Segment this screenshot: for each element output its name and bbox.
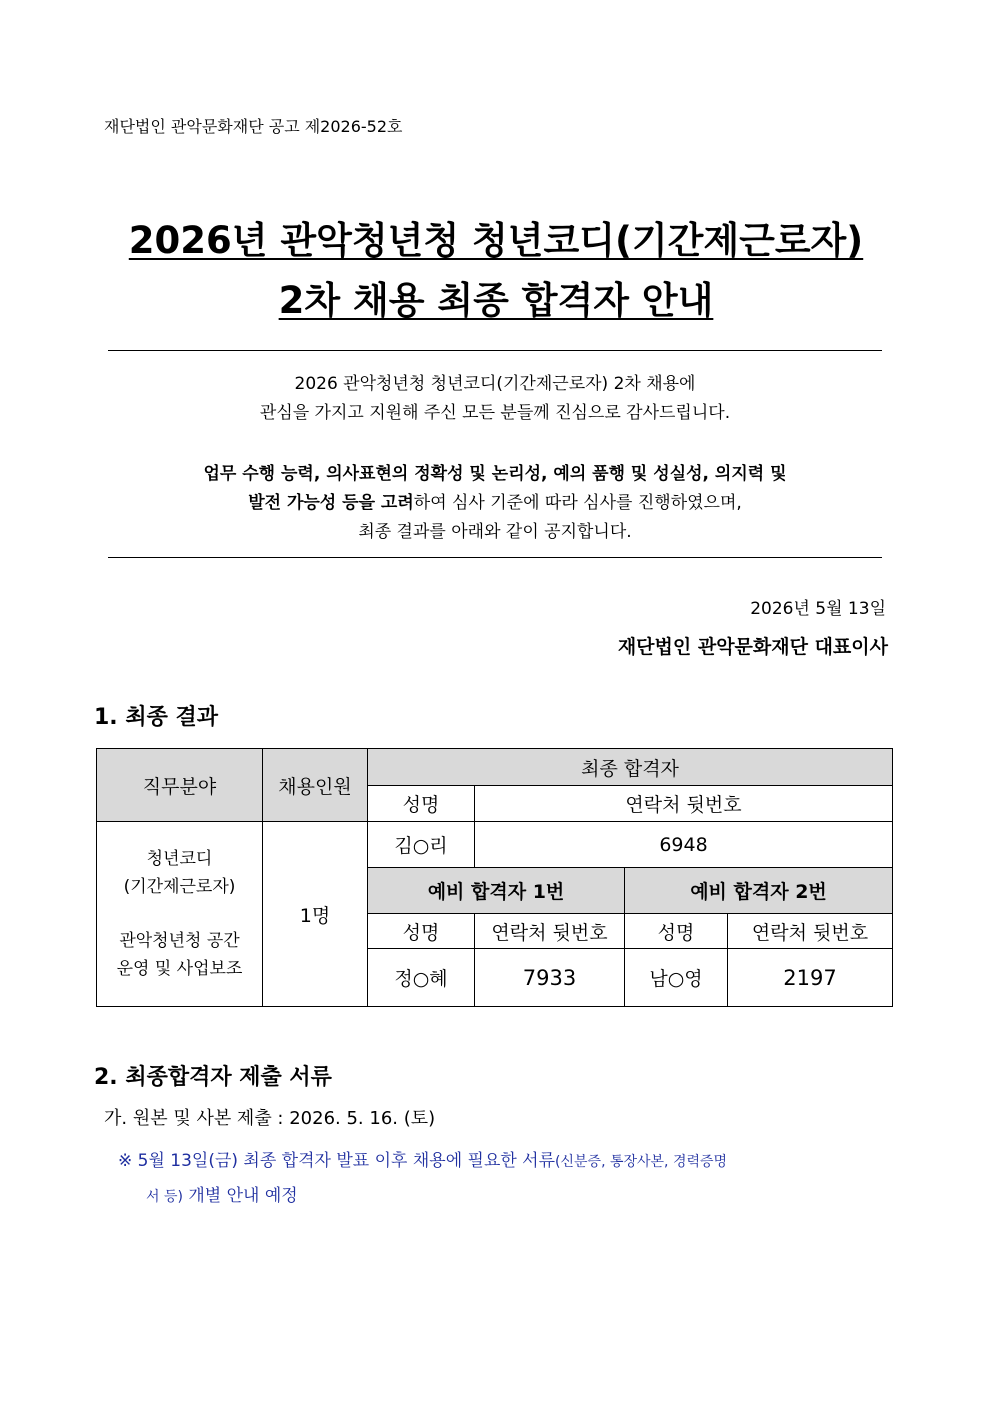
reserve2-contact: 2197 — [728, 949, 893, 1007]
finalist-name: 김○리 — [368, 822, 475, 868]
reserve1-name-label: 성명 — [368, 914, 475, 949]
reserve1-contact: 7933 — [475, 949, 625, 1007]
note-text: 개별 안내 예정 — [182, 1186, 298, 1206]
note-line — [118, 1144, 898, 1179]
intro-line: 관심을 가지고 지원해 주신 모든 분들께 진심으로 감사드립니다. — [259, 403, 731, 423]
section-heading-results: 1. 최종 결과 — [94, 705, 218, 730]
header-finalists: 최종 합격자 — [368, 749, 893, 786]
note-text: ※ 5월 13일(금) 최종 합격자 발표 이후 채용에 필요한 서류 — [118, 1151, 556, 1171]
section-heading-documents: 2. 최종합격자 제출 서류 — [94, 1065, 332, 1090]
header-headcount: 채용인원 — [263, 749, 368, 822]
results-table — [96, 748, 893, 1007]
header-contact: 연락처 뒷번호 — [475, 786, 893, 822]
note-small-text: 서 등) — [146, 1189, 183, 1205]
submission-note — [118, 1144, 898, 1214]
page-title-line2: 2차 채용 최종 합격자 안내 — [278, 279, 714, 322]
intro-line: 업무 수행 능력, 의사표현의 정확성 및 논리성, 예의 품행 및 성실성, 의지력 및 — [203, 464, 787, 484]
reserve1-contact-label: 연락처 뒷번호 — [475, 914, 625, 949]
intro-line: 최종 결과를 아래와 같이 공지합니다. — [358, 522, 632, 542]
submission-item-a: 가. 원본 및 사본 제출 : 2026. 5. 16. (토) — [104, 1108, 436, 1129]
organization-signature: 재단법인 관악문화재단 대표이사 — [617, 636, 888, 658]
announcement-date: 2026년 5월 13일 — [750, 599, 886, 619]
note-small-text: (신분증, 통장사본, 경력증명 — [555, 1154, 728, 1170]
intro-criteria — [108, 460, 882, 547]
headcount-cell: 1명 — [263, 822, 368, 1007]
intro-text: 하여 심사 기준에 따라 심사를 진행하였으며, — [413, 493, 742, 513]
field-text: (기간제근로자) — [123, 877, 236, 897]
header-name: 성명 — [368, 786, 475, 822]
reserve2-contact-label: 연락처 뒷번호 — [728, 914, 893, 949]
intro-line — [108, 489, 882, 518]
intro-thanks — [108, 370, 882, 428]
notice-number: 재단법인 관악문화재단 공고 제2026-52호 — [104, 117, 403, 136]
field-text: 청년코디 — [146, 849, 213, 869]
divider-bottom — [108, 557, 882, 558]
reserve1-header: 예비 합격자 1번 — [368, 868, 625, 914]
reserve2-name-label: 성명 — [625, 914, 728, 949]
page-title-line1: 2026년 관악청년청 청년코디(기간제근로자) — [128, 219, 864, 262]
field-text: 관악청년청 공간 — [119, 931, 240, 951]
header-field: 직무분야 — [97, 749, 263, 822]
note-line — [118, 1179, 898, 1214]
finalist-contact: 6948 — [475, 822, 893, 868]
reserve2-header: 예비 합격자 2번 — [625, 868, 893, 914]
field-text: 운영 및 사업보조 — [116, 959, 243, 979]
field-cell — [97, 822, 263, 1007]
reserve1-name: 정○혜 — [368, 949, 475, 1007]
intro-bold-text: 발전 가능성 등을 고려 — [248, 493, 414, 513]
intro-line: 2026 관악청년청 청년코디(기간제근로자) 2차 채용에 — [294, 374, 696, 394]
divider-top — [108, 350, 882, 351]
reserve2-name: 남○영 — [625, 949, 728, 1007]
